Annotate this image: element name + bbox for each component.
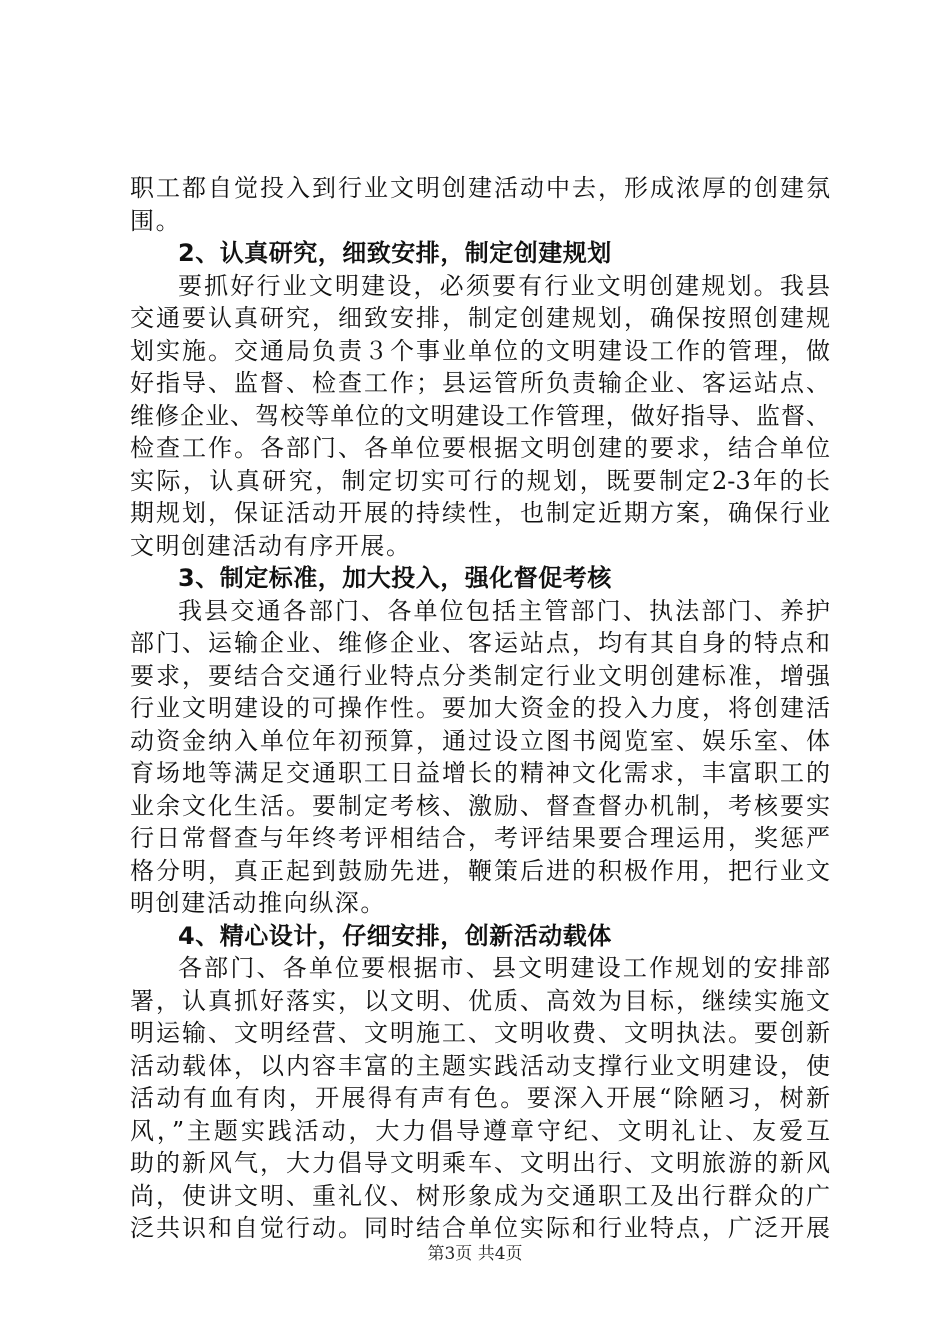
body-line: 要求，要结合交通行业特点分类制定行业文明创建标准，增强	[130, 661, 830, 690]
body-line: 风，”主题实践活动，大力倡导遵章守纪、文明礼让、友爱互	[130, 1116, 830, 1145]
body-line: 实际，认真研究，制定切实可行的规划，既要制定2-3年的长	[130, 466, 830, 495]
body-line: 检查工作。各部门、各单位要根据文明创建的要求，结合单位	[130, 434, 830, 462]
body-line: 划实施。交通局负责３个事业单位的文明建设工作的管理，做	[130, 336, 830, 365]
body-line: 动资金纳入单位年初预算，通过设立图书阅览室、娱乐室、体	[130, 726, 830, 755]
body-line: 职工都自觉投入到行业文明创建活动中去，形成浓厚的创建氛	[130, 174, 830, 202]
body-line: 好指导、监督、检查工作；县运管所负责输企业、客运站点、	[130, 369, 830, 397]
body-line: 育场地等满足交通职工日益增长的精神文化需求，丰富职工的	[130, 759, 830, 787]
document-body	[130, 172, 830, 1245]
body-line: 交通要认真研究，细致安排，制定创建规划，确保按照创建规	[130, 304, 830, 332]
body-line: 业余文化生活。要制定考核、激励、督查督办机制，考核要实	[130, 791, 830, 820]
body-line: 格分明，真正起到鼓励先进，鞭策后进的积极作用，把行业文	[130, 856, 830, 885]
body-line: 尚，使讲文明、重礼仪、树形象成为交通职工及出行群众的广	[130, 1181, 830, 1210]
body-line: 维修企业、驾校等单位的文明建设工作管理，做好指导、监督、	[130, 401, 830, 430]
body-line: 行业文明建设的可操作性。要加大资金的投入力度，将创建活	[130, 694, 830, 722]
body-line: 文明创建活动有序开展。	[130, 531, 412, 560]
section-heading: 2、认真研究，细致安排，制定创建规划	[178, 239, 612, 267]
body-line: 助的新风气，大力倡导文明乘车、文明出行、文明旅游的新风	[130, 1149, 830, 1177]
body-line: 明创建活动推向纵深。	[130, 889, 386, 917]
body-line: 部门、运输企业、维修企业、客运站点，均有其自身的特点和	[130, 629, 830, 657]
body-line: 围。	[130, 206, 182, 235]
body-line: 活动有血有肉，开展得有声有色。要深入开展“除陋习，树新	[130, 1084, 830, 1112]
body-line: 明运输、文明经营、文明施工、文明收费、文明执法。要创新	[130, 1019, 830, 1047]
paragraph-first-line: 我县交通各部门、各单位包括主管部门、执法部门、养护	[178, 596, 830, 625]
paragraph-first-line: 各部门、各单位要根据市、县文明建设工作规划的安排部	[178, 954, 830, 982]
body-line: 期规划，保证活动开展的持续性，也制定近期方案，确保行业	[130, 499, 830, 527]
body-line: 活动载体，以内容丰富的主题实践活动支撑行业文明建设，使	[130, 1051, 830, 1080]
body-line: 行日常督查与年终考评相结合，考评结果要合理运用，奖惩严	[130, 824, 830, 852]
paragraph-first-line: 要抓好行业文明建设，必须要有行业文明创建规划。我县	[178, 271, 830, 300]
section-heading: 4、精心设计，仔细安排，创新活动载体	[178, 921, 612, 950]
body-line: 署，认真抓好落实，以文明、优质、高效为目标，继续实施文	[130, 986, 830, 1015]
section-heading: 3、制定标准，加大投入，强化督促考核	[178, 564, 612, 592]
body-line: 泛共识和自觉行动。同时结合单位实际和行业特点，广泛开展	[130, 1214, 830, 1242]
page-number-footer: 第3页 共4页	[427, 1244, 523, 1264]
